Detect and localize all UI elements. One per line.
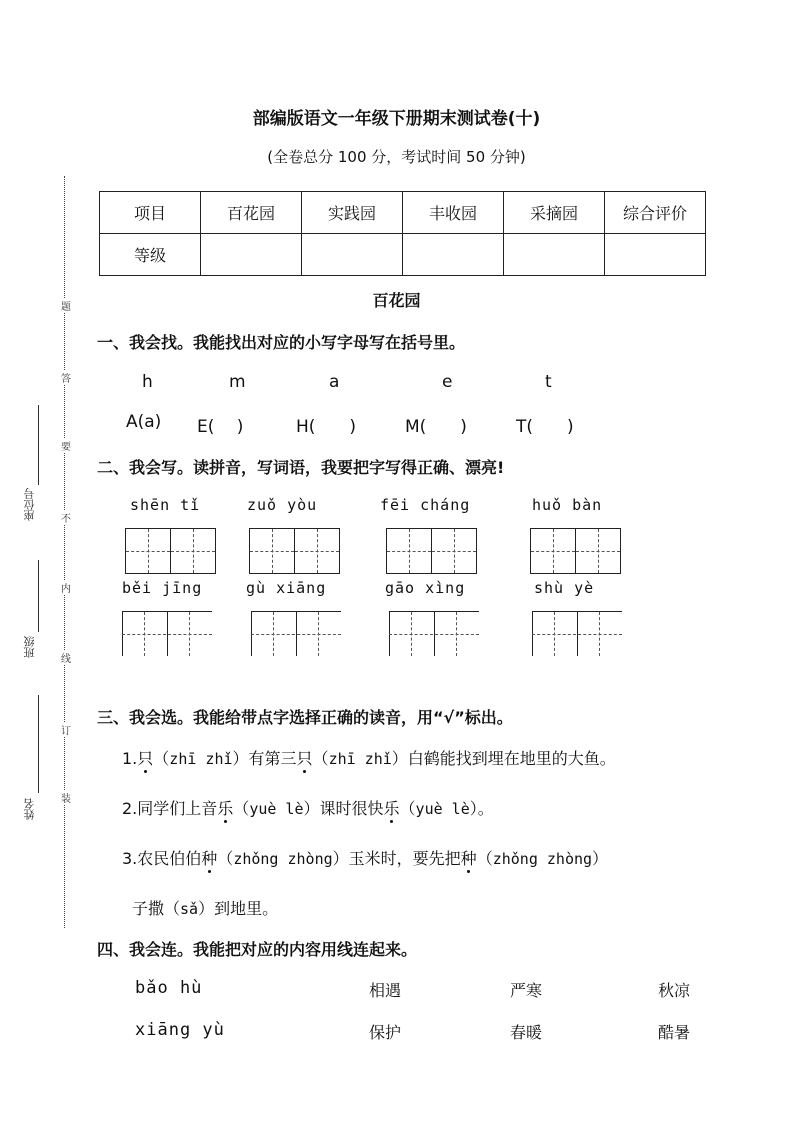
pinyin-label: běi jīng [122, 579, 203, 597]
pinyin-label: gāo xìng [385, 579, 466, 597]
page-subtitle: (全卷总分 100 分，考试时间 50 分钟) [267, 148, 526, 166]
dotted-char: 只 [137, 749, 154, 768]
dotted-char: 乐 [383, 799, 400, 818]
section-title: 百花园 [372, 291, 421, 310]
name-label: 姓名 [23, 798, 36, 820]
binding-char: 装 [60, 790, 72, 805]
table-cell: 等级 [100, 234, 201, 276]
pinyin-choice[interactable]: zhǒng zhòng [233, 850, 333, 868]
grade-cell[interactable] [605, 234, 706, 276]
upper-letter-answer[interactable]: E( ) [197, 417, 244, 437]
match-word[interactable]: 秋凉 [658, 981, 691, 1000]
grade-cell[interactable] [504, 234, 605, 276]
writing-grid[interactable] [386, 528, 476, 574]
match-word[interactable]: 酷暑 [658, 1023, 691, 1042]
writing-grid[interactable] [125, 528, 215, 574]
lower-letter: m [229, 372, 246, 392]
table-row [100, 234, 706, 276]
line-text: （ [153, 749, 170, 768]
line-text: ）玉米时，要先把 [332, 849, 461, 868]
pinyin-label: shēn tǐ [130, 496, 201, 514]
table-cell: 实践园 [302, 192, 403, 234]
writing-grid[interactable] [122, 611, 212, 656]
match-word[interactable]: 严寒 [510, 981, 543, 1000]
line-text: ）有第三 [232, 749, 297, 768]
upper-letter-answer[interactable]: H( ) [296, 417, 357, 437]
line-text: （ [233, 799, 250, 818]
match-word[interactable]: 春暖 [510, 1023, 543, 1042]
seat-number-field[interactable] [38, 405, 39, 485]
dotted-char: 种 [201, 849, 218, 868]
pinyin-label: huǒ bàn [532, 496, 603, 514]
match-pinyin[interactable]: xiāng yù [135, 1020, 225, 1040]
table-cell: 采摘园 [504, 192, 605, 234]
table-cell: 丰收园 [403, 192, 504, 234]
table-cell: 百花园 [201, 192, 302, 234]
table-cell: 项目 [100, 192, 201, 234]
pinyin-label: shù yè [534, 579, 595, 597]
writing-grid[interactable] [251, 611, 341, 656]
pinyin-choice[interactable]: yuè lè [249, 800, 304, 818]
grade-cell[interactable] [403, 234, 504, 276]
line-text: （ [399, 799, 416, 818]
writing-grid[interactable] [530, 528, 620, 574]
line-text: （ [312, 749, 329, 768]
binding-char: 不 [60, 510, 72, 525]
pinyin-choice[interactable]: yuè lè [415, 800, 470, 818]
pinyin-label: sǎ [180, 900, 199, 918]
score-table [99, 191, 706, 276]
page-title: 部编版语文一年级下册期末测试卷(十) [252, 109, 541, 129]
pinyin-label: gù xiāng [246, 579, 327, 597]
dotted-char: 只 [296, 749, 313, 768]
line-text: ）白鹤能找到埋在地里的大鱼。 [391, 749, 616, 768]
q3-heading: 三、我会选。我能给带点字选择正确的读音，用“√”标出。 [97, 708, 513, 727]
upper-letter-answer[interactable]: T( ) [516, 417, 574, 437]
upper-letter-answer[interactable]: M( ) [405, 417, 467, 437]
binding-dotted-line [64, 176, 65, 928]
name-field[interactable] [38, 695, 39, 793]
pinyin-label: fēi cháng [380, 496, 471, 514]
line-text: （ [217, 849, 234, 868]
lower-letter: a [329, 372, 340, 392]
q3-line-3 [122, 846, 608, 869]
writing-grid[interactable] [532, 611, 622, 656]
lower-letter: t [545, 372, 552, 392]
table-cell: 综合评价 [605, 192, 706, 234]
line-text: 2.同学们上音 [122, 799, 218, 818]
q4-heading: 四、我会连。我能把对应的内容用线连起来。 [97, 940, 418, 959]
binding-char: 线 [60, 650, 72, 665]
grade-cell[interactable] [302, 234, 403, 276]
class-field[interactable] [38, 560, 39, 632]
binding-char: 答 [60, 370, 72, 385]
upper-letter-answer[interactable]: A(a) [126, 412, 162, 432]
line-text: 3.农民伯伯 [122, 849, 202, 868]
lower-letter: e [442, 372, 453, 392]
line-text: ）课时很快 [303, 799, 384, 818]
q2-heading: 二、我会写。读拼音，写词语，我要把字写得正确、漂亮! [97, 458, 505, 477]
q3-line-1 [122, 746, 616, 769]
line-text: ）到地里。 [198, 899, 279, 918]
table-row [100, 192, 706, 234]
line-text: 子撒（ [132, 899, 181, 918]
grade-cell[interactable] [201, 234, 302, 276]
q3-line-4 [132, 896, 278, 919]
binding-char: 订 [60, 722, 72, 737]
pinyin-choice[interactable]: zhī zhǐ [328, 750, 392, 768]
class-label: 班级 [23, 636, 36, 658]
line-text: ） [592, 849, 609, 868]
binding-char: 要 [60, 438, 72, 453]
line-text: ）。 [469, 799, 494, 818]
dotted-char: 种 [460, 849, 477, 868]
match-pinyin[interactable]: bǎo hù [135, 978, 203, 998]
binding-char: 内 [60, 580, 72, 595]
line-text: 1. [122, 749, 138, 768]
q1-heading: 一、我会找。我能找出对应的小写字母写在括号里。 [97, 333, 466, 352]
line-text: （ [476, 849, 493, 868]
pinyin-choice[interactable]: zhī zhǐ [169, 750, 233, 768]
writing-grid[interactable] [389, 611, 479, 656]
match-word[interactable]: 保护 [369, 1023, 402, 1042]
pinyin-label: zuǒ yòu [247, 496, 318, 514]
dotted-char: 乐 [217, 799, 234, 818]
q3-line-2 [122, 796, 494, 819]
lower-letter: h [142, 372, 153, 392]
seat-number-label: 座位号 [23, 488, 36, 521]
binding-char: 题 [60, 298, 72, 313]
pinyin-choice[interactable]: zhǒng zhòng [492, 850, 593, 868]
match-word[interactable]: 相遇 [369, 981, 402, 1000]
writing-grid[interactable] [249, 528, 339, 574]
